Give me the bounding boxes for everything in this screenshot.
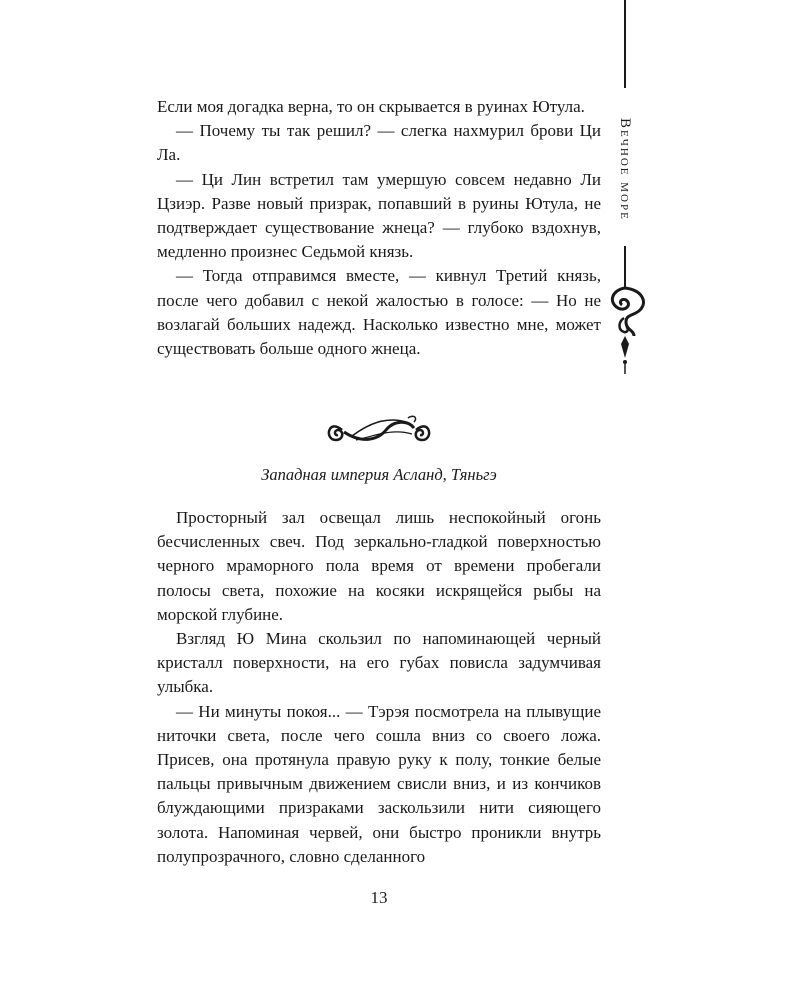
text-block-top	[157, 95, 601, 361]
section-subtitle: Западная империя Асланд, Тяньгэ	[261, 465, 497, 484]
paragraph: Если моя догадка верна, то он скрывается в руинах Ютула.	[157, 97, 585, 116]
paragraph: Просторный зал освещал лишь неспокойный огонь бесчисленных свеч. Под зеркально-гладкой поверхностью черного мраморного пола время от времени пробегали полосы света, похожие на косяки искрящейся рыбы на морской глубине.	[157, 508, 601, 624]
text-block-bottom	[157, 506, 601, 869]
paragraph: — Тогда отправимся вместе, — кивнул Третий князь, после чего добавил с некой жалостью в голосе: — Но не возлагай больших надежд. Насколько известно мне, может существовать больше одного жнеца.	[157, 266, 601, 359]
ornament-divider-icon	[322, 410, 436, 450]
page-number: 13	[370, 888, 388, 907]
paragraph: — Почему ты так решил? — слегка нахмурил брови Ци Ла.	[157, 121, 601, 165]
paragraph: — Ни минуты покоя... — Тэрэя посмотрела на плывущие ниточки света, после чего сошла вниз со своего ложа. Присев, она протянула правую руку к полу, тонкие белые пальцы привычным движением свисли вниз, и из кончиков блуждающими призраками заскользили нити сияющего золота. Напоминая червей, они быстро проникли внутрь полупрозрачного, словно сделанного	[157, 701, 601, 866]
side-rule-bottom	[624, 246, 626, 282]
running-head: Вечное море	[617, 117, 633, 221]
paragraph: Взгляд Ю Мина скользил по напоминающей черный кристалл поверхности, на его губах повисла задумчивая улыбка.	[157, 629, 601, 697]
scroll-flourish-icon	[604, 278, 652, 376]
side-rule-top	[624, 0, 626, 88]
paragraph: — Ци Лин встретил там умершую совсем недавно Ли Цзиэр. Разве новый призрак, попавший в руины Ютула, не подтверждает существование жнеца? — глубоко вздохнув, медленно произнес Седьмой князь.	[157, 169, 601, 262]
